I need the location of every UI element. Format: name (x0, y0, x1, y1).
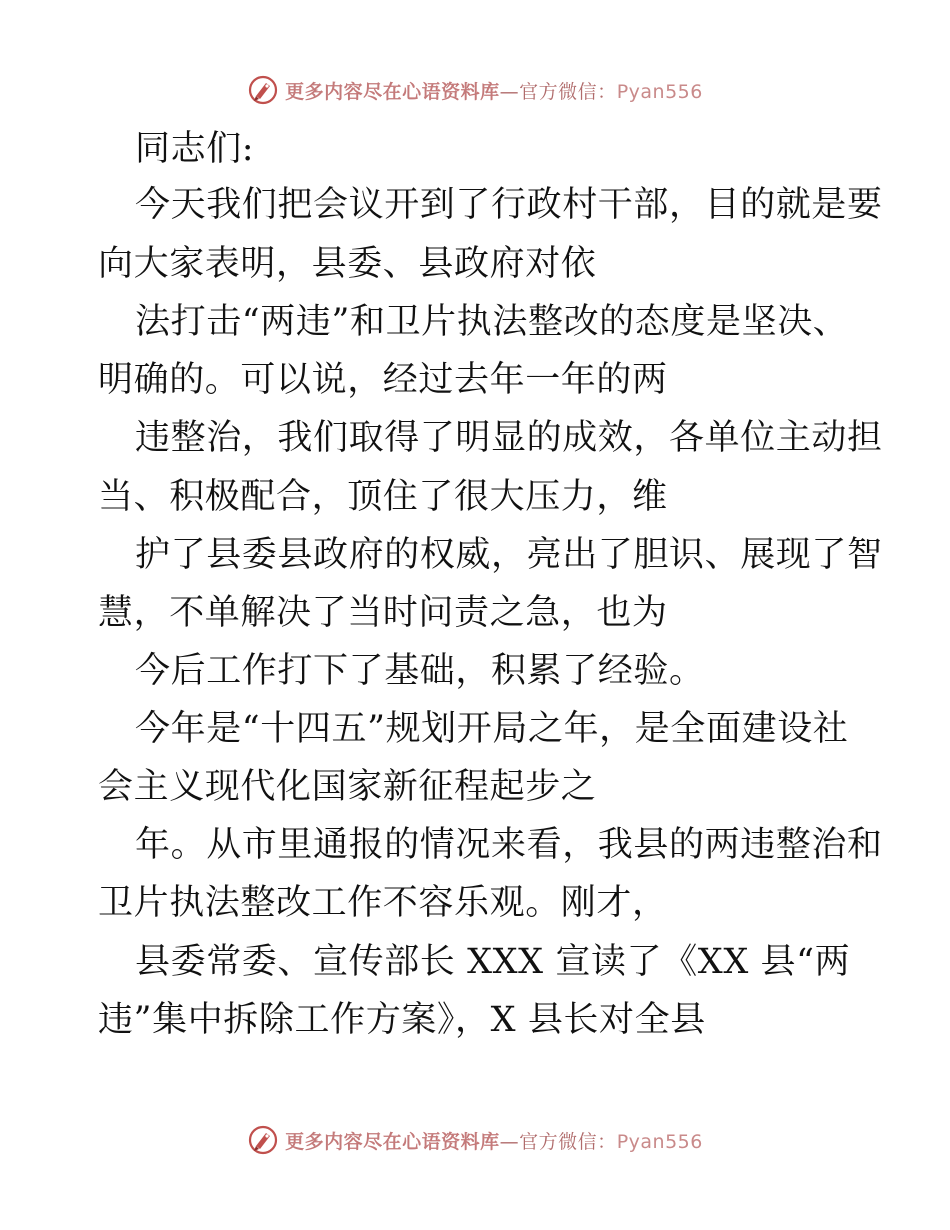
watermark-dash: — (499, 80, 520, 103)
paragraph-line: 当、积极配合，顶住了很大压力，维 (98, 477, 668, 517)
watermark-dash: — (499, 1130, 520, 1153)
paragraph-line: 县委常委、宣传部长 XXX 宣读了《XX 县“两 (135, 942, 851, 982)
paragraph-line: 会主义现代化国家新征程起步之 (98, 767, 597, 807)
paragraph-line: 明确的。可以说，经过去年一年的两 (98, 360, 668, 400)
watermark-library-name: 更多内容尽在心语资料库 (285, 1130, 500, 1153)
pen-nib-circle-icon (247, 1124, 279, 1156)
watermark-wechat-label: 官方微信： (519, 80, 617, 103)
paragraph-line: 违”集中拆除工作方案》，X 县长对全县 (98, 1000, 706, 1040)
footer-watermark (0, 1120, 950, 1160)
paragraph-line: 年。从市里通报的情况来看，我县的两违整治和 (135, 825, 883, 865)
paragraph-line: 同志们: (135, 129, 255, 169)
watermark-text (285, 1127, 703, 1154)
paragraph-line: 向大家表明，县委、县政府对依 (98, 244, 597, 284)
paragraph-line: 今后工作打下了基础，积累了经验。 (135, 651, 705, 691)
paragraph-line: 卫片执法整改工作不容乐观。刚才， (98, 883, 668, 923)
paragraph-line: 护了县委县政府的权威，亮出了胆识、展现了智 (135, 535, 883, 575)
watermark-library-name: 更多内容尽在心语资料库 (285, 80, 500, 103)
paragraph-line: 法打击“两违”和卫片执法整改的态度是坚决、 (135, 302, 849, 342)
paragraph-line: 违整治，我们取得了明显的成效，各单位主动担 (135, 418, 883, 458)
paragraph-line: 今年是“十四五”规划开局之年，是全面建设社 (135, 709, 849, 749)
watermark-wechat-label: 官方微信： (519, 1130, 617, 1153)
watermark-wechat-id: Pyan556 (616, 1130, 703, 1153)
paragraph-line: 今天我们把会议开到了行政村干部，目的就是要 (135, 185, 883, 225)
paragraph-line: 慧，不单解决了当时问责之急，也为 (98, 593, 668, 633)
watermark-wechat-id: Pyan556 (616, 80, 703, 103)
